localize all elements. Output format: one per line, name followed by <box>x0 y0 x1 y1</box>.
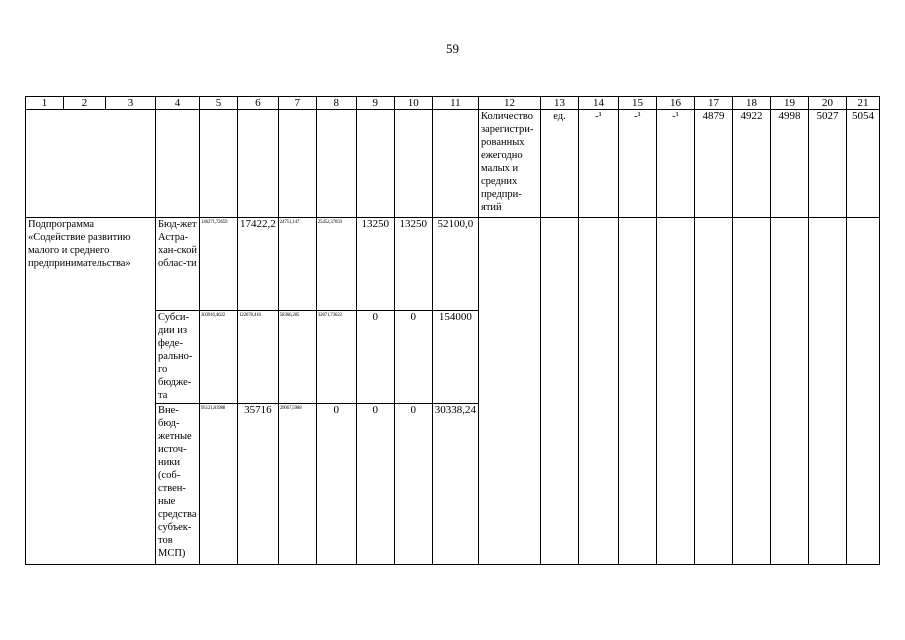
col-num-5: 5 <box>200 97 238 110</box>
col-num-3: 3 <box>106 97 156 110</box>
indicator-value-19: 4998 <box>771 110 809 218</box>
amount-c7: 29067,5988 <box>278 404 316 565</box>
amount-c8: 25452,37059 <box>316 218 356 311</box>
col-num-8: 8 <box>316 97 356 110</box>
amount-c5: 146271,72659 <box>200 218 238 311</box>
amount-c11: 154000 <box>432 311 478 404</box>
col-num-7: 7 <box>278 97 316 110</box>
indicator-row <box>26 110 880 218</box>
empty-cell <box>733 218 771 565</box>
empty-cell <box>619 218 657 565</box>
indicator-value-15: -¹ <box>619 110 657 218</box>
amount-c11: 30338,24 <box>432 404 478 565</box>
subprogram-name: Подпрограмма «Содействие развитию малого и среднего предпринимательства» <box>26 218 156 565</box>
column-number-row <box>26 97 880 110</box>
empty-cell <box>238 110 279 218</box>
col-num-12: 12 <box>479 97 541 110</box>
empty-cell <box>200 110 238 218</box>
indicator-name: Количество зарегистри-рованных ежегодно малых и средних предпри-ятий <box>479 110 541 218</box>
indicator-value-20: 5027 <box>809 110 847 218</box>
col-num-13: 13 <box>541 97 579 110</box>
col-num-4: 4 <box>156 97 200 110</box>
indicator-value-14: -¹ <box>579 110 619 218</box>
amount-c10: 0 <box>394 311 432 404</box>
source-name: Субси-дии из феде-рально-го бюдже-та <box>156 311 200 404</box>
amount-c9: 0 <box>356 311 394 404</box>
col-num-1: 1 <box>26 97 64 110</box>
empty-cell <box>356 110 394 218</box>
amount-c6: 122678,416 <box>238 311 279 404</box>
col-num-19: 19 <box>771 97 809 110</box>
amount-c7: 58366,285 <box>278 311 316 404</box>
empty-cell <box>657 218 695 565</box>
empty-cell <box>432 110 478 218</box>
source-name: Вне-бюд-жетные источ-ники (соб-ствен-ные средства субъек-тов МСП) <box>156 404 200 565</box>
col-num-2: 2 <box>64 97 106 110</box>
col-num-20: 20 <box>809 97 847 110</box>
indicator-value-16: -¹ <box>657 110 695 218</box>
amount-c7: 24751,147 <box>278 218 316 311</box>
empty-cell <box>316 110 356 218</box>
empty-cell <box>156 110 200 218</box>
col-num-11: 11 <box>432 97 478 110</box>
empty-cell <box>278 110 316 218</box>
program-table <box>25 96 880 565</box>
col-num-21: 21 <box>847 97 880 110</box>
empty-cell <box>579 218 619 565</box>
col-num-10: 10 <box>394 97 432 110</box>
col-num-16: 16 <box>657 97 695 110</box>
empty-cell <box>771 218 809 565</box>
empty-cell <box>847 218 880 565</box>
amount-c6: 35716 <box>238 404 279 565</box>
col-num-18: 18 <box>733 97 771 110</box>
indicator-value-21: 5054 <box>847 110 880 218</box>
amount-c8: 32871,73622 <box>316 311 356 404</box>
amount-c10: 0 <box>394 404 432 565</box>
indicator-value-17: 4879 <box>695 110 733 218</box>
amount-c10: 13250 <box>394 218 432 311</box>
amount-c5: 95121,81988 <box>200 404 238 565</box>
page-number: 59 <box>446 41 459 56</box>
source-name: Бюд-жет Астра-хан-ской облас-ти <box>156 218 200 311</box>
indicator-value-18: 4922 <box>733 110 771 218</box>
amount-c9: 0 <box>356 404 394 565</box>
amount-c9: 13250 <box>356 218 394 311</box>
empty-cell <box>541 218 579 565</box>
amount-c8: 0 <box>316 404 356 565</box>
empty-cell <box>695 218 733 565</box>
amount-c11: 52100,0 <box>432 218 478 311</box>
amount-c6: 17422,2 <box>238 218 279 311</box>
amount-c5: 303916,4622 <box>200 311 238 404</box>
col-num-17: 17 <box>695 97 733 110</box>
col-num-6: 6 <box>238 97 279 110</box>
empty-cell <box>394 110 432 218</box>
indicator-unit: ед. <box>541 110 579 218</box>
funding-row-regional <box>26 218 880 311</box>
empty-cell <box>479 218 541 565</box>
col-num-9: 9 <box>356 97 394 110</box>
col-num-14: 14 <box>579 97 619 110</box>
empty-cell <box>26 110 156 218</box>
col-num-15: 15 <box>619 97 657 110</box>
empty-cell <box>809 218 847 565</box>
